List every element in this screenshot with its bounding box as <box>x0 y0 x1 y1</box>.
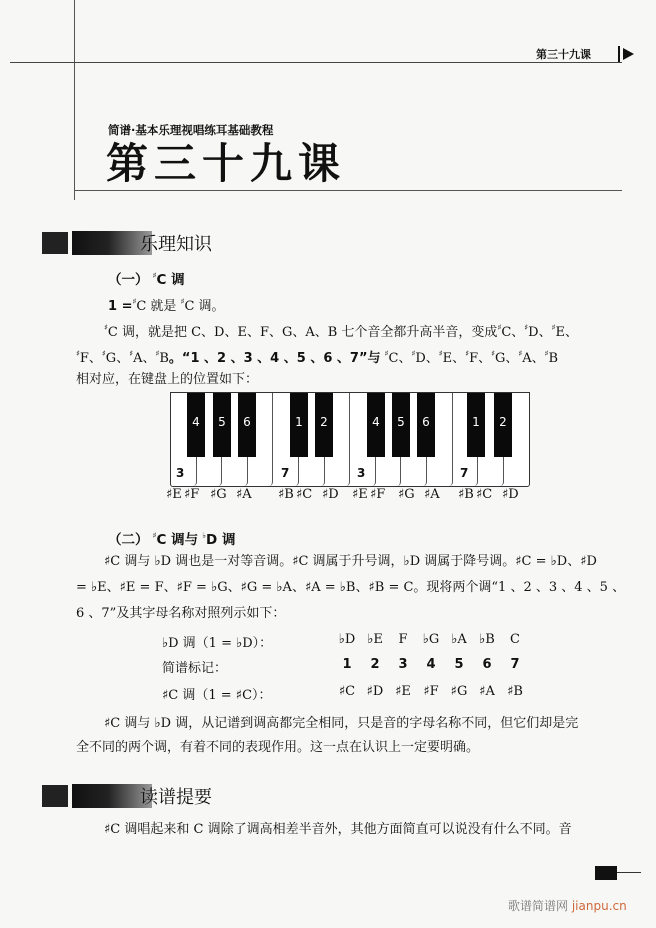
cell: ♯D <box>366 684 384 699</box>
paragraph-1-line-2: ♯F、♯G、♯A、♯B。“1 、2 、3 、4 、5 、6 、7”与 ♯C、♯D、♯E、♯F、♯G、♯A、♯B <box>76 349 559 366</box>
section-title: 乐理知识 <box>140 234 212 255</box>
sharp-icon: ♯ <box>524 323 529 332</box>
black-key: 5 <box>392 393 410 457</box>
page-marker-icon <box>595 866 617 880</box>
text: 1 = <box>108 299 133 314</box>
cell: ♭G <box>422 632 440 647</box>
paragraph-2-line-3: 6 、7”及其字母名称对照列示如下： <box>76 606 286 621</box>
cell: 1 <box>342 657 352 672</box>
key-label: ♯D <box>502 487 519 502</box>
table-row <box>162 657 542 681</box>
note: A <box>522 351 532 366</box>
watermark <box>508 897 627 914</box>
cell: C <box>510 632 520 647</box>
black-key: 4 <box>367 393 385 457</box>
play-triangle-icon <box>623 48 634 60</box>
lesson-title: 第三十九课 <box>106 139 347 188</box>
cell: ♯A <box>479 684 495 699</box>
banner-block-icon <box>42 785 68 807</box>
key-label: ♯B <box>458 487 474 502</box>
cell: 4 <box>426 657 436 672</box>
note: A <box>133 351 143 366</box>
note: B <box>159 351 169 366</box>
key-label: ♯C <box>296 487 313 502</box>
page-marker-line <box>617 872 641 873</box>
white-key-number: 7 <box>460 466 469 480</box>
key-label: ♯A <box>424 487 440 502</box>
cell: 6 <box>482 657 492 672</box>
black-key: 1 <box>290 393 308 457</box>
text: C 调，就是把 C、D、E、F、G、A、B 七个音全都升高半音，变成 <box>107 325 498 340</box>
row-label: ♭D 调（1 = ♭D）： <box>162 636 273 651</box>
cell: ♯F <box>423 684 439 699</box>
sub-prefix: （一） <box>108 272 149 288</box>
table-row <box>162 684 542 708</box>
key-label: ♯G <box>398 487 415 502</box>
sub-prefix: （二） <box>108 532 149 548</box>
title-rule <box>74 190 622 191</box>
running-head-bar <box>618 46 620 62</box>
left-rule <box>74 0 75 200</box>
key-label: ♯D <box>322 487 339 502</box>
running-head: 第三十九课 <box>536 48 591 61</box>
black-key: 1 <box>467 393 485 457</box>
watermark-text: 歌谱简谱网 <box>508 899 569 913</box>
text: 。“1 、2 、3 、4 、5 、6 、7”与 <box>168 351 381 366</box>
cell: ♯C <box>338 684 356 699</box>
white-key-number: 3 <box>176 466 185 480</box>
paragraph-3-line-2: 全不同的两个调，有着不同的表现作用。这一点在认识上一定要明确。 <box>76 740 480 755</box>
black-key: 2 <box>315 393 333 457</box>
note: C <box>501 325 512 340</box>
note: B <box>548 351 559 366</box>
note: E <box>442 351 453 366</box>
text: C 就是 <box>136 299 177 314</box>
key-label: ♯C <box>476 487 493 502</box>
key-label: ♯F <box>184 487 200 502</box>
sharp-icon: ♯ <box>152 271 157 280</box>
sharp-icon: ♯ <box>152 531 157 540</box>
sub-text: C 调与 <box>156 532 199 548</box>
cell: ♯B <box>507 684 523 699</box>
note: E <box>555 325 565 340</box>
black-key: 2 <box>494 393 512 457</box>
paragraph-2-line-2: = ♭E、♯E = F、♯F = ♭G、♯G = ♭A、♯A = ♭B、♯B = C。现将两个调“1 、2 、3 、4 、5 、 <box>76 580 626 595</box>
series-title: 简谱·基本乐理视唱练耳基础教程 <box>108 123 274 137</box>
cell: 5 <box>454 657 464 672</box>
note: D <box>415 351 426 366</box>
cell: 7 <box>510 657 520 672</box>
black-key: 4 <box>187 393 205 457</box>
cell: ♯E <box>395 684 411 699</box>
note: C <box>388 351 399 366</box>
cell: 2 <box>370 657 380 672</box>
cell: ♭B <box>479 632 495 647</box>
section-banner-theory <box>42 231 212 255</box>
note: F <box>469 351 479 366</box>
key-label: ♯G <box>210 487 227 502</box>
piano-keyboard <box>170 392 530 487</box>
table-row <box>162 632 542 656</box>
white-key-number: 3 <box>357 466 366 480</box>
text: C 调。 <box>184 299 225 314</box>
section-title: 读谱提要 <box>140 787 212 808</box>
keyboard-labels <box>166 487 536 507</box>
paragraph-1-line-3: 相对应，在键盘上的位置如下： <box>76 372 259 387</box>
cell: F <box>398 632 408 647</box>
key-label: ♯B <box>278 487 294 502</box>
cell: ♯G <box>450 684 468 699</box>
sharp-icon: ♯ <box>180 297 185 306</box>
key-label: ♯F <box>370 487 386 502</box>
note: D <box>528 325 539 340</box>
cell: 3 <box>398 657 408 672</box>
sharp-icon: ♯ <box>497 323 502 332</box>
note: G <box>494 351 506 366</box>
paragraph-2-line-1: ♯C 调与 ♭D 调也是一对等音调。♯C 调属于升号调，♭D 调属于降号调。♯C = ♭D、♯D <box>104 554 597 569</box>
note: F <box>79 351 89 366</box>
sub-text: C 调 <box>156 272 185 288</box>
top-rule <box>10 62 622 63</box>
sharp-icon: ♯ <box>132 297 137 306</box>
sharp-icon: ♯ <box>551 323 556 332</box>
paragraph-1-line-1: ♯C 调，就是把 C、D、E、F、G、A、B 七个音全都升高半音，变成♯C、♯D、♯E、 <box>104 323 578 340</box>
paragraph-3-line-1: ♯C 调与 ♭D 调，从记谱到调高都完全相同，只是音的字母名称不同，但它们却是完 <box>104 716 579 731</box>
paragraph-4-line-1: ♯C 调唱起来和 C 调除了调高相差半音外，其他方面简直可以说没有什么不同。音 <box>104 822 572 837</box>
key-label: ♯A <box>236 487 252 502</box>
sharp-icon: ♯ <box>104 323 108 332</box>
black-key: 5 <box>213 393 231 457</box>
cell: ♭A <box>451 632 467 647</box>
key-label: ♯E <box>166 487 182 502</box>
row-label: 简谱标记： <box>162 661 228 676</box>
note: G <box>105 351 117 366</box>
row-label: ♯C 调（1 = ♯C）： <box>162 688 272 703</box>
cell: ♭E <box>367 632 383 647</box>
white-key-number: 7 <box>281 466 290 480</box>
sub-text: D 调 <box>206 532 236 548</box>
key-label: ♯E <box>352 487 368 502</box>
black-key: 6 <box>238 393 256 457</box>
flat-icon: ♭ <box>202 531 207 540</box>
section-banner-reading <box>42 784 212 808</box>
banner-block-icon <box>42 232 68 254</box>
watermark-url: jianpu.cn <box>571 899 627 913</box>
black-key: 6 <box>417 393 435 457</box>
cell: ♭D <box>338 632 356 647</box>
